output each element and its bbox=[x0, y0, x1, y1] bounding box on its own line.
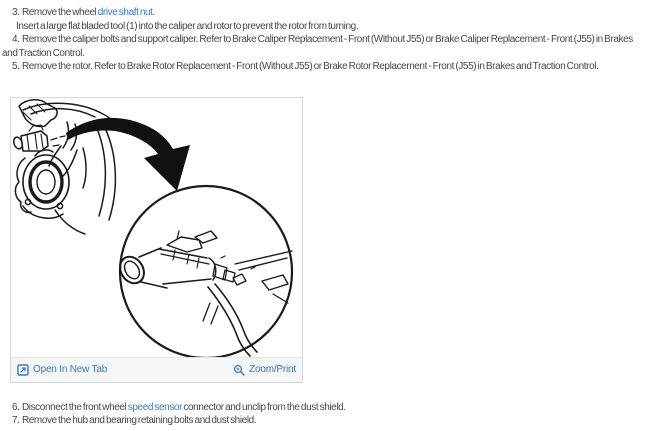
step-3-note: Insert a large flat bladed tool (1) into the caliper and rotor to prevent the rotor from turning. bbox=[16, 20, 359, 32]
magnifier-icon bbox=[233, 364, 245, 376]
step-7 bbox=[2, 414, 648, 428]
step-text: Remove the wheel bbox=[21, 7, 98, 18]
step-text: Remove the rotor. Refer to Brake Rotor Replacement - Front (Without J55) or Brake Rotor Replacement - Front (J55) in Brakes and Traction Control. bbox=[21, 61, 599, 72]
speed-sensor-link[interactable]: speed sensor bbox=[127, 401, 183, 413]
step-text: Disconnect the front wheel bbox=[21, 401, 128, 413]
instructions-top bbox=[0, 6, 650, 74]
step-number: 7. bbox=[12, 415, 20, 426]
open-in-new-tab-link[interactable] bbox=[17, 363, 107, 377]
step-text: . bbox=[152, 7, 155, 18]
step-number: 3. bbox=[12, 7, 20, 18]
step-number: 4. bbox=[12, 34, 20, 45]
figure-image bbox=[11, 98, 302, 357]
brake-hub-speed-sensor-illustration bbox=[11, 98, 302, 357]
step-text: Remove the hub and bearing retaining bolts and dust shield. bbox=[21, 415, 257, 426]
drive-shaft-nut-link[interactable]: drive shaft nut bbox=[97, 7, 153, 18]
step-number: 6. bbox=[12, 401, 20, 413]
step-5 bbox=[2, 60, 648, 74]
zoom-print-label: Zoom/Print bbox=[249, 363, 296, 375]
step-6 bbox=[2, 401, 648, 415]
instructions-bottom bbox=[0, 401, 650, 428]
zoom-print-link[interactable] bbox=[233, 363, 296, 377]
step-4 bbox=[2, 33, 648, 60]
open-in-new-tab-icon bbox=[17, 364, 29, 376]
figure-toolbar bbox=[11, 357, 302, 382]
step-text: Remove the caliper bolts and support caliper. Refer to Brake Caliper Replacement - Front (Without J55) or Brake Caliper Replacement - Front (J55) in Brakes and Traction Control. bbox=[2, 34, 633, 59]
step-3 bbox=[2, 6, 648, 20]
open-in-new-tab-label: Open In New Tab bbox=[33, 363, 108, 375]
figure-box bbox=[10, 97, 303, 383]
magnified-connector-view bbox=[115, 186, 292, 357]
step-number: 5. bbox=[12, 61, 20, 72]
step-text: connector and unclip from the dust shield. bbox=[182, 401, 346, 413]
